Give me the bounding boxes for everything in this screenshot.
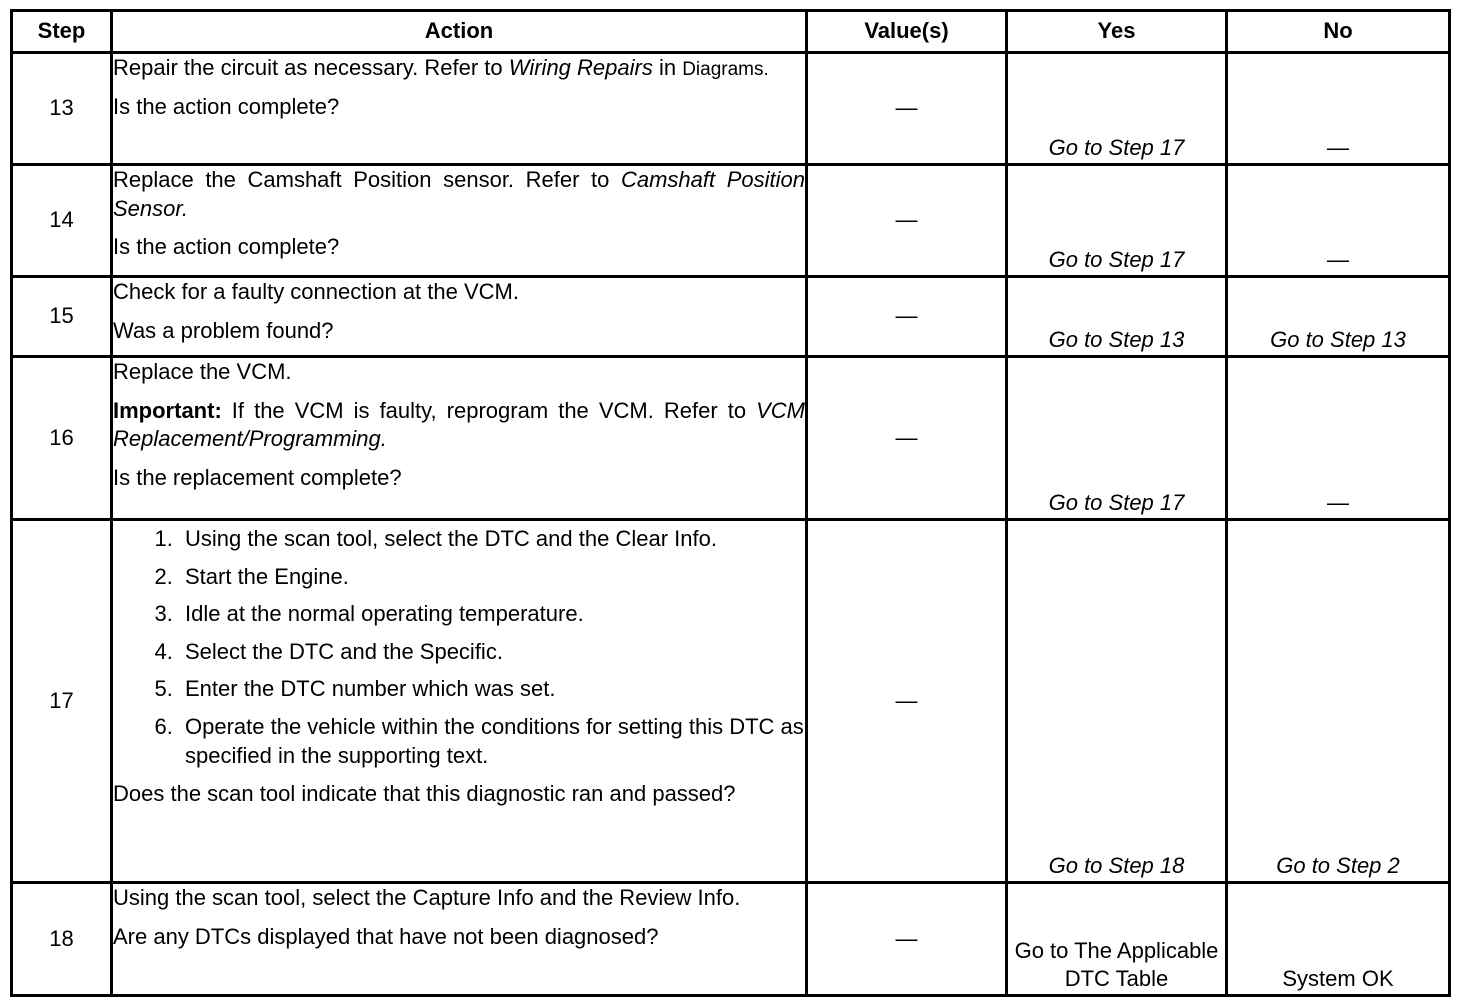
action-cell xyxy=(112,883,807,996)
header-values: Value(s) xyxy=(807,11,1007,53)
action-question: Was a problem found? xyxy=(113,317,334,343)
reference-link: Camshaft Position Sensor. xyxy=(113,167,805,221)
step-number: 14 xyxy=(12,165,112,277)
header-step: Step xyxy=(12,11,112,53)
header-no: No xyxy=(1227,11,1450,53)
header-yes: Yes xyxy=(1007,11,1227,53)
value-cell: — xyxy=(807,357,1007,520)
no-cell: System OK xyxy=(1227,883,1450,996)
table-row xyxy=(12,53,1450,165)
action-text: Replace the Camshaft Position sensor. Refer to Camshaft Position Sensor. xyxy=(113,167,805,221)
table-row xyxy=(12,277,1450,357)
action-text: Repair the circuit as necessary. Refer to Wiring Repairs in Diagrams. xyxy=(113,55,769,80)
yes-cell: Go to The Applicable DTC Table xyxy=(1007,883,1227,996)
action-cell xyxy=(112,165,807,277)
reference-link: Wiring Repairs xyxy=(508,55,653,80)
table-row xyxy=(12,357,1450,520)
no-cell: — xyxy=(1227,357,1450,520)
action-text: Check for a faulty connection at the VCM. xyxy=(113,279,519,304)
list-item: 5. Enter the DTC number which was set. xyxy=(179,675,805,704)
no-cell: — xyxy=(1227,165,1450,277)
header-action: Action xyxy=(112,11,807,53)
list-item: 1. Using the scan tool, select the DTC and the Clear Info. xyxy=(179,525,805,554)
action-cell xyxy=(112,277,807,357)
yes-cell: Go to Step 13 xyxy=(1007,277,1227,357)
important-label: Important: xyxy=(113,397,222,423)
step-number: 17 xyxy=(12,520,112,883)
list-item: 2. Start the Engine. xyxy=(179,563,805,592)
value-cell: — xyxy=(807,165,1007,277)
action-cell xyxy=(112,520,807,883)
value-cell: — xyxy=(807,277,1007,357)
procedure-list xyxy=(113,525,805,770)
no-cell: Go to Step 2 xyxy=(1227,520,1450,883)
action-question: Are any DTCs displayed that have not been diagnosed? xyxy=(113,923,659,949)
step-number: 16 xyxy=(12,357,112,520)
yes-cell: Go to Step 18 xyxy=(1007,520,1227,883)
action-question: Is the replacement complete? xyxy=(113,464,402,490)
action-text: Replace the VCM. xyxy=(113,359,292,384)
no-cell: — xyxy=(1227,53,1450,165)
action-text: Using the scan tool, select the Capture Info and the Review Info. xyxy=(113,885,741,910)
value-cell: — xyxy=(807,53,1007,165)
important-note: Important: If the VCM is faulty, reprogram the VCM. Refer to VCM Replacement/Programming. xyxy=(113,397,805,452)
list-item: 3. Idle at the normal operating temperature. xyxy=(179,600,805,629)
table-row xyxy=(12,883,1450,996)
diagnostic-table xyxy=(10,9,1451,997)
action-question: Is the action complete? xyxy=(113,93,340,119)
value-cell: — xyxy=(807,883,1007,996)
yes-cell: Go to Step 17 xyxy=(1007,357,1227,520)
table-row xyxy=(12,520,1450,883)
action-question: Is the action complete? xyxy=(113,234,340,260)
value-cell: — xyxy=(807,520,1007,883)
yes-cell: Go to Step 17 xyxy=(1007,53,1227,165)
no-cell: Go to Step 13 xyxy=(1227,277,1450,357)
list-item: 6. Operate the vehicle within the conditions for setting this DTC as specified in the supporting text. xyxy=(179,713,805,770)
table-row xyxy=(12,165,1450,277)
step-number: 18 xyxy=(12,883,112,996)
header-row xyxy=(12,11,1450,53)
step-number: 15 xyxy=(12,277,112,357)
list-item: 4. Select the DTC and the Specific. xyxy=(179,638,805,667)
yes-cell: Go to Step 17 xyxy=(1007,165,1227,277)
step-number: 13 xyxy=(12,53,112,165)
action-question: Does the scan tool indicate that this diagnostic ran and passed? xyxy=(113,781,736,807)
action-cell xyxy=(112,357,807,520)
reference-link: VCM Replacement/Programming. xyxy=(113,397,805,452)
action-cell xyxy=(112,53,807,165)
